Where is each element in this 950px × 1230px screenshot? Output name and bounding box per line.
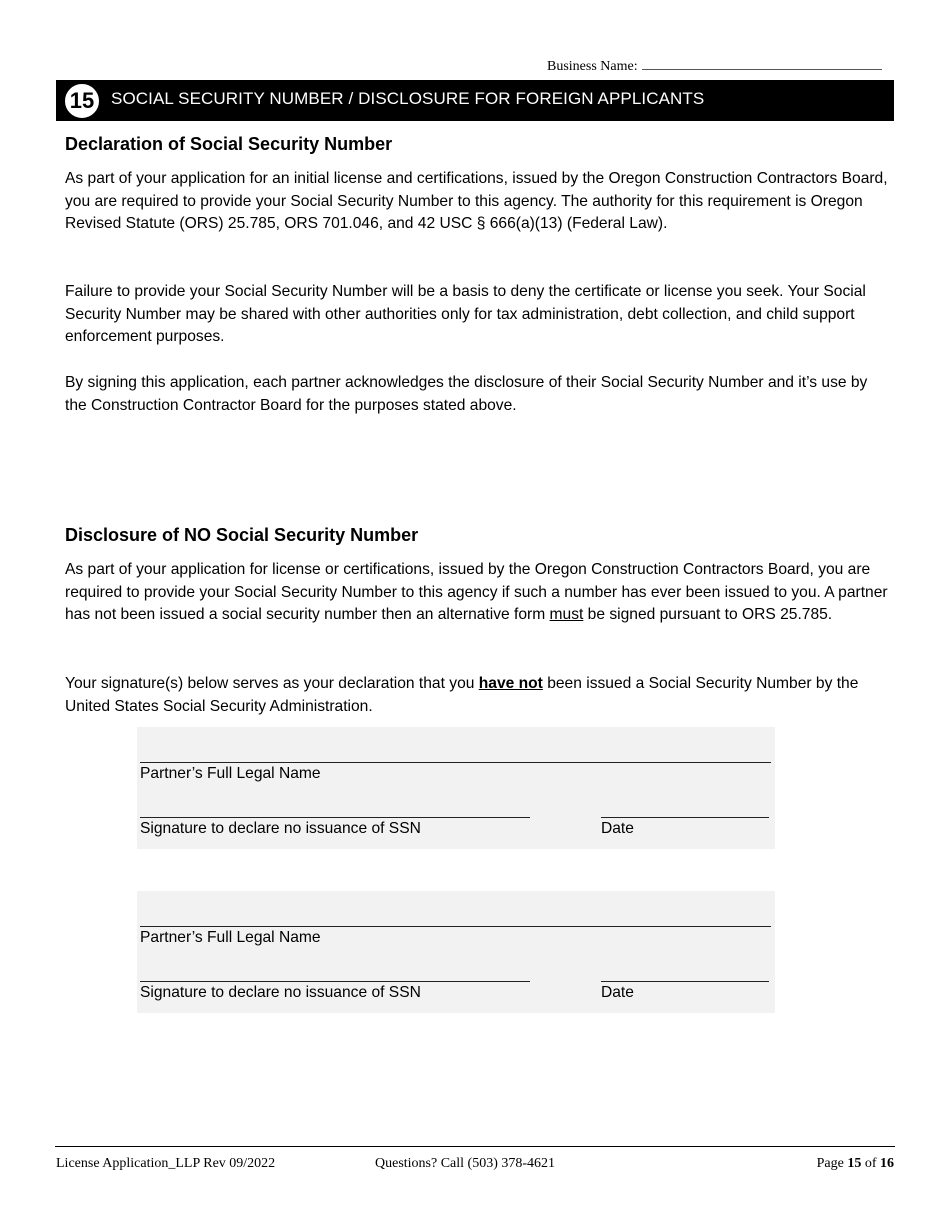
date-line[interactable]: [601, 817, 769, 818]
declaration-text-3: By signing this application, each partner acknowledges the disclosure of their Social Security Number and it’s use by the Construction Contractor Board for the purposes stated above.: [65, 374, 868, 414]
footer-questions: Questions? Call (503) 378-4621: [375, 1156, 556, 1171]
footer-form-id: License Application_LLP Rev 09/2022: [56, 1156, 276, 1171]
footer-page-number: [817, 1156, 894, 1172]
disclosure-text-2a: Your signature(s) below serves as your declaration that you: [65, 675, 479, 692]
signature-block-2: [137, 891, 775, 1013]
signature-line[interactable]: [140, 981, 530, 982]
date-label: Date: [601, 820, 634, 837]
disclosure-heading: Disclosure of NO Social Security Number: [65, 525, 419, 545]
have-not-emphasis: have not: [478, 675, 543, 692]
partner-name-line[interactable]: [140, 926, 771, 927]
page-prefix: Page: [816, 1156, 848, 1171]
page-total: 16: [880, 1156, 894, 1171]
disclosure-text-1a: As part of your application for license or certifications, issued by the Oregon Construction Contractors Board, you are required to provide your Social Security Number to this agency if such a number has ever been issued to you. A partner has not been issued a social security number then an alternative form: [65, 561, 888, 624]
section-title: SOCIAL SECURITY NUMBER / DISCLOSURE FOR FOREIGN APPLICANTS: [111, 89, 705, 108]
declaration-heading: Declaration of Social Security Number: [65, 134, 393, 154]
declaration-paragraph-3: [65, 372, 890, 417]
page-of: of: [861, 1156, 880, 1171]
signature-label: Signature to declare no issuance of SSN: [140, 820, 421, 837]
page-current: 15: [847, 1156, 862, 1171]
declaration-text-1: As part of your application for an initial license and certifications, issued by the Oregon Construction Contractors Board, you are required to provide your Social Security Number to this agency. The authority for this requirement is Oregon Revised Statute (ORS) 25.785, ORS 701.046, and 42 USC § 666(a)(13) (Federal Law).: [65, 170, 888, 233]
declaration-text-2: Failure to provide your Social Security Number will be a basis to deny the certificate or license you seek. Your Social Security Number may be shared with other authorities only for tax administration, debt collection, and child support enforcement purposes.: [65, 283, 866, 346]
declaration-paragraph-2: [65, 281, 890, 349]
partner-name-label: Partner’s Full Legal Name: [140, 765, 321, 782]
date-line[interactable]: [601, 981, 769, 982]
disclosure-text-1b: be signed pursuant to ORS 25.785.: [583, 606, 833, 624]
signature-block-1: [137, 727, 775, 849]
business-name-field: [547, 56, 882, 75]
signature-label: Signature to declare no issuance of SSN: [140, 984, 421, 1001]
disclosure-text-2b: been issued a Social Security Number by the United States Social Security Administration.: [65, 675, 859, 715]
partner-name-label: Partner’s Full Legal Name: [140, 929, 321, 946]
footer-divider: [55, 1146, 895, 1147]
business-name-input[interactable]: [642, 56, 882, 70]
must-emphasis: must: [549, 606, 584, 624]
business-name-label: Business Name:: [547, 59, 638, 74]
signature-line[interactable]: [140, 817, 530, 818]
disclosure-paragraph-1: [65, 559, 890, 627]
section-number-badge: 15: [63, 82, 101, 120]
disclosure-paragraph-2: [65, 673, 890, 718]
partner-name-line[interactable]: [140, 762, 771, 763]
declaration-paragraph-1: [65, 168, 890, 236]
date-label: Date: [601, 984, 634, 1001]
